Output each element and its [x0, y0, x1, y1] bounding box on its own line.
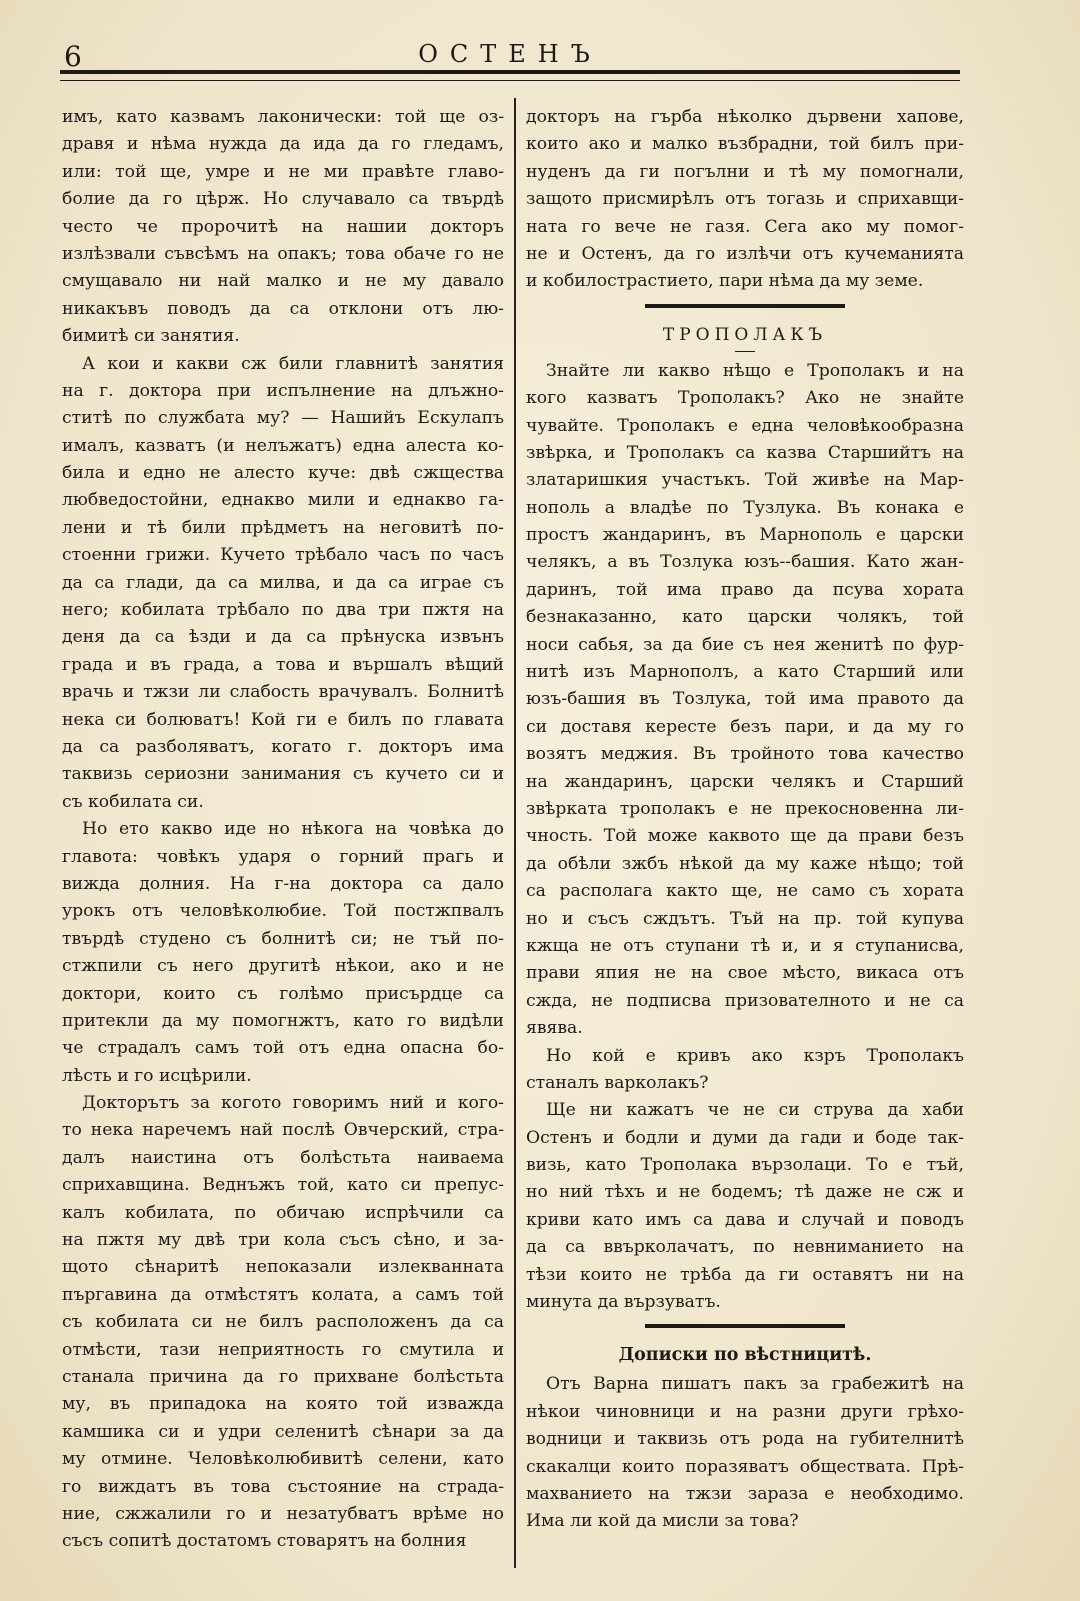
text-line: явява.	[526, 1018, 583, 1039]
text-line: скакалци които поразяватъ обществата. Прѣ-	[526, 1456, 964, 1477]
article-tropolak	[526, 358, 964, 1317]
text-line: защото присмирѣлъ отъ тогазь и сприхавщи-	[526, 189, 964, 210]
text-line: тѣзи които не трѣба да ги оставятъ ни на	[526, 1264, 964, 1285]
page-number: 6	[64, 40, 82, 73]
text-line: деня да са ѣзди и да са прѣнуска извънъ	[62, 627, 504, 648]
column-divider	[514, 98, 516, 1568]
text-line: визь, като Трополака вързолаци. То е тъй,	[526, 1155, 964, 1176]
text-line: далъ наистина отъ болѣстьта наиваема	[62, 1147, 504, 1168]
text-line: нитѣ изъ Марнополъ, а като Старший или	[526, 662, 964, 683]
text-line: болие да го цѣрж. Но случавало са твърдѣ	[62, 189, 504, 210]
text-line: да са ввърколачатъ, по невниманието на	[526, 1237, 964, 1258]
text-line: прави япия не на свое мѣсто, викаса отъ	[526, 963, 964, 984]
text-line: стжпили съ него другитѣ нѣкои, ако и не	[62, 956, 504, 977]
article-dispatches	[526, 1371, 964, 1535]
right-column	[526, 104, 964, 1536]
text-line: безнаказанно, като царски чолякъ, той	[526, 607, 964, 628]
text-line: Отъ Варна пишатъ пакъ за грабежитѣ на	[546, 1374, 964, 1395]
section-divider	[645, 304, 845, 308]
left-column	[62, 104, 504, 1556]
text-line: златаришкия участъкъ. Той живѣе на Мар-	[526, 470, 964, 491]
text-line: А кои и какви сж били главнитѣ занятия	[82, 353, 504, 374]
text-line: твърдѣ студено съ болнитѣ си; не тъй по-	[62, 928, 504, 949]
text-line: Но ето какво иде но нѣкога на човѣка до	[82, 819, 504, 840]
header-rule	[60, 70, 960, 81]
text-line: простъ жандаринъ, въ Марнополь е царски	[526, 525, 964, 546]
text-line: чувайте. Трополакъ е една человѣкообразна	[526, 415, 964, 436]
text-line: нека си болюватъ! Кой ги е билъ по главата	[62, 709, 504, 730]
text-line: главота: човѣкъ ударя о горний прагь и	[62, 846, 504, 867]
text-line: носи сабья, за да бие съ нея женитѣ по фур-	[526, 634, 964, 655]
text-line: била и едно не алесто куче: двѣ сжщества	[62, 463, 504, 484]
text-line: него; кобилата трѣбало по два три пжтя на	[62, 600, 504, 621]
text-line: да обѣли зжбъ нѣкой да му каже нѣщо; той	[526, 853, 964, 874]
text-line: звѣрката трополакъ е не прекосновенна ли-	[526, 798, 964, 819]
text-line: че страдалъ самъ той отъ една опасна бо-	[62, 1038, 504, 1059]
text-line: често че пророчитѣ на нашии докторъ	[62, 216, 504, 237]
text-line: ние, сжжалили го и незатубватъ врѣме но	[62, 1503, 504, 1524]
text-line: никакъвъ поводъ да са отклони отъ лю-	[62, 298, 504, 319]
text-line: Ще ни кажатъ че не си струва да хаби	[546, 1100, 964, 1121]
text-line: таквизь сериозни занимания съ кучето си и	[62, 764, 504, 785]
text-line: даринъ, той има право да псува хората	[526, 579, 964, 600]
text-line: са располага както ще, не само съ хората	[526, 881, 964, 902]
text-line: нополь а владѣе по Тузлука. Въ конака е	[526, 497, 964, 518]
section-title-dispatches: Дописки по вѣстницитѣ.	[618, 1345, 872, 1366]
text-line: то нека наречемъ най послѣ Овчерский, стра-	[62, 1120, 504, 1141]
text-line: да са разболяватъ, когато г. докторъ има	[62, 736, 504, 757]
text-line: станала причина да го прихване болѣстьта	[62, 1366, 504, 1387]
article-continuation	[526, 104, 964, 296]
text-line: Остенъ и бодли и думи да гади и боде так-	[526, 1127, 964, 1148]
text-line: му отмине. Человѣколюбивитѣ селени, като	[62, 1449, 504, 1470]
text-line: любведостойни, еднакво мили и еднакво га-	[62, 490, 504, 511]
text-line: си доставя кересте безъ пари, и да му го	[526, 716, 964, 737]
text-line: урокъ отъ человѣколюбие. Той постжпвалъ	[62, 901, 504, 922]
text-line: или: той ще, умре и не ми правѣте главо-	[62, 161, 504, 182]
text-line: возятъ меджия. Въ тройното това качество	[526, 744, 964, 765]
section-title-tropolak: ТРОПОЛАКЪ	[662, 324, 828, 345]
text-line: минута да вързуватъ.	[526, 1292, 721, 1313]
text-line: но и съсъ сждътъ. Тъй на пр. той купува	[526, 908, 964, 929]
text-line: бимитѣ си занятия.	[62, 326, 240, 347]
text-line: ститѣ по службата му? — Нашийъ Ескулапъ	[62, 408, 504, 429]
text-line: челякъ, а въ Тозлука юзъ--башия. Като жан-	[526, 552, 964, 573]
text-line: махванието на тжзи зараза е необходимо.	[526, 1483, 964, 1504]
text-line: на г. доктора при испълнение на длъжно-	[62, 380, 504, 401]
text-line: калъ кобилата, по обичаю испрѣчили са	[62, 1202, 504, 1223]
section-divider	[645, 1324, 845, 1328]
text-line: да са глади, да са милва, и да са играе съ	[62, 572, 504, 593]
text-line: ната го вече не газя. Сега ако му помог-	[526, 216, 964, 237]
text-line: нѣкои чиновници и на разни други грѣхо-	[526, 1401, 964, 1422]
text-line: юзъ-башия въ Тозлука, той има правото да	[526, 689, 964, 710]
text-line: не и Остенъ, да го излѣчи отъ кучеманията	[526, 243, 964, 264]
text-line: кжща не отъ ступани тѣ и, и я ступанисва,	[526, 935, 964, 956]
text-line: Но кой е кривъ ако кзръ Трополакъ	[546, 1045, 964, 1066]
text-line: пъргавина да отмѣстятъ колата, а самъ той	[62, 1284, 504, 1305]
text-line: града и въ града, а това и вършалъ вѣщий	[62, 654, 504, 675]
text-line: съ кобилата си.	[62, 791, 204, 812]
text-line: го виждатъ въ това състояние на страда-	[62, 1476, 504, 1497]
text-line: стоенни грижи. Кучето трѣбало часъ по часъ	[62, 545, 504, 566]
text-line: излѣзвали съвсѣмъ на опакъ; това обаче го не	[62, 243, 504, 264]
text-line: отмѣсти, тази неприятность го смутила и	[62, 1339, 504, 1360]
text-line: докторъ на гърба нѣколко дървени хапове,	[526, 107, 964, 127]
text-line: но ний тѣхъ и не бодемъ; тѣ даже не сж и	[526, 1182, 964, 1203]
text-line: ималъ, казватъ (и нелъжатъ) една алеста ко-	[62, 435, 504, 456]
text-line: които ако и малко възбрадни, той билъ при-	[526, 134, 964, 155]
text-line: сжда, не подписва призователното и не са	[526, 990, 964, 1011]
text-line: сприхавщина. Веднъжъ той, като си препус-	[62, 1175, 504, 1196]
text-line: звѣрка, и Трополакъ са казва Старшийтъ на	[526, 442, 964, 463]
text-line: вижда долния. На г-на доктора са дало	[62, 873, 504, 894]
text-line: криви като имъ са дава и случай и поводъ	[526, 1209, 964, 1230]
text-line: съсъ сопитѣ достатомъ стоварятъ на болния	[62, 1531, 467, 1552]
text-line: кого казватъ Трополакъ? Ако не знайте	[526, 388, 964, 409]
text-line: камшика си и удри селенитѣ сѣнари за да	[62, 1421, 504, 1442]
newspaper-title: ОСТЕНЪ	[418, 40, 602, 68]
text-line: щото сѣнаритѣ непоказали излекванната	[62, 1257, 504, 1278]
text-line: водници и таквизь отъ рода на губителнитѣ	[526, 1429, 964, 1450]
text-line: смущавало ни най малко и не му давало	[62, 271, 504, 292]
text-line: и кобилострастието, пари нѣма да му земе.	[526, 271, 924, 292]
title-dash	[735, 351, 755, 352]
text-line: му, въ припадока на която той изважда	[62, 1394, 504, 1415]
text-line: нуденъ да ги погълни и тѣ му помогнали,	[526, 161, 964, 182]
text-line: Докторътъ за когото говоримъ ний и кого-	[82, 1093, 504, 1114]
text-line: Знайте ли какво нѣщо е Трополакъ и на	[546, 360, 964, 381]
text-line: имъ, като казвамъ лаконически: той ще оз-	[62, 107, 504, 127]
text-line: на жандаринъ, царски челякъ и Старший	[526, 771, 964, 792]
text-line: притекли да му помогнжтъ, като го видѣли	[62, 1010, 504, 1031]
text-line: лѣсть и го исцѣрили.	[62, 1065, 252, 1086]
text-line: доктори, които съ голѣмо присърдце са	[62, 983, 504, 1004]
text-line: дравя и нѣма нужда да ида да го гледамъ,	[62, 134, 504, 155]
text-line: врачь и тжзи ли слабость врачувалъ. Болнитѣ	[62, 682, 504, 703]
text-line: лени и тѣ били прѣдметъ на неговитѣ по-	[62, 517, 504, 538]
text-line: съ кобилата си не билъ расположенъ да са	[62, 1312, 504, 1333]
text-line: чность. Той може каквото ще да прави безъ	[526, 826, 964, 847]
text-line: станалъ варколакъ?	[526, 1072, 709, 1093]
text-line: на пжтя му двѣ три кола съсъ сѣно, и за-	[62, 1230, 504, 1251]
text-line: Има ли кой да мисли за това?	[526, 1511, 799, 1532]
